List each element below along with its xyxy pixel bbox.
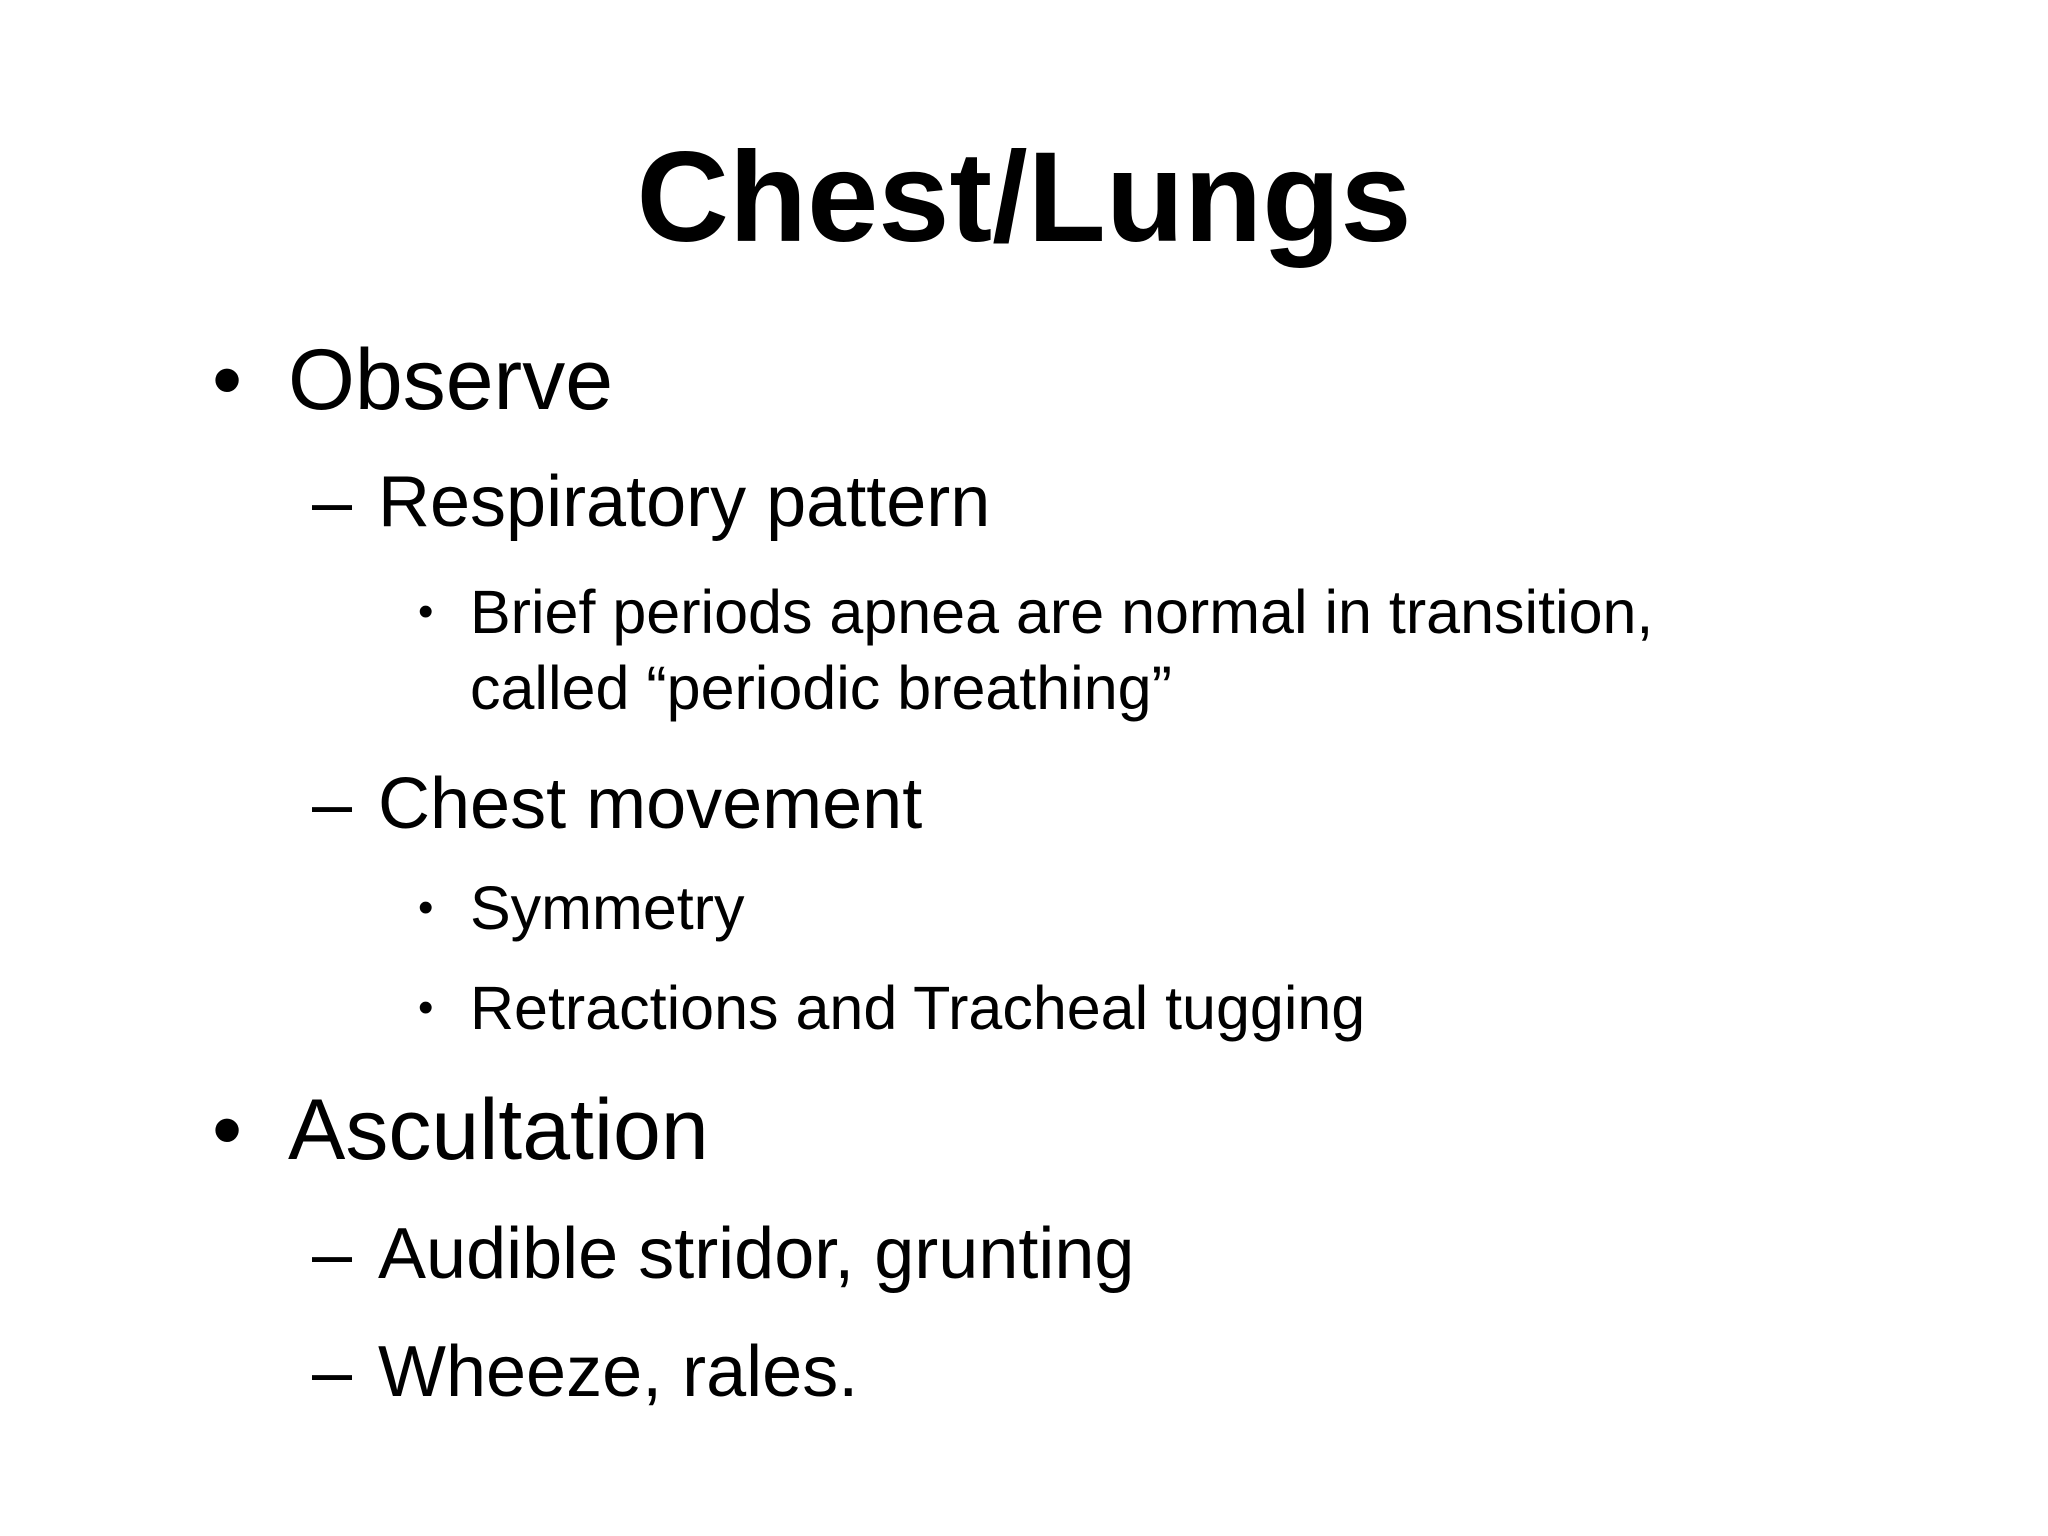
bullet-text: Symmetry <box>470 874 745 942</box>
dash-icon: – <box>312 462 353 542</box>
slide-title: Chest/Lungs <box>636 126 1412 269</box>
dash-icon: – <box>312 1214 353 1294</box>
bullet-dot-icon: • <box>212 332 243 428</box>
bullet-text: Chest movement <box>378 764 923 844</box>
bullet-text: Brief periods apnea are normal in transition, <box>470 578 1654 646</box>
bullet-text: Ascultation <box>288 1082 709 1178</box>
dash-icon: – <box>312 1332 353 1412</box>
bullet-text: called “periodic breathing” <box>470 654 1172 722</box>
bullet-dot-icon: • <box>418 883 434 932</box>
dash-icon: – <box>312 764 353 844</box>
bullet-text: Wheeze, rales. <box>378 1332 859 1412</box>
bullet-text: Retractions and Tracheal tugging <box>470 974 1366 1042</box>
bullet-dot-icon: • <box>212 1082 243 1178</box>
bullet-dot-icon: • <box>418 983 434 1032</box>
bullet-dot-icon: • <box>418 587 434 636</box>
bullet-text: Audible stridor, grunting <box>378 1214 1135 1294</box>
bullet-text: Observe <box>288 332 614 428</box>
bullet-text: Respiratory pattern <box>378 462 991 542</box>
